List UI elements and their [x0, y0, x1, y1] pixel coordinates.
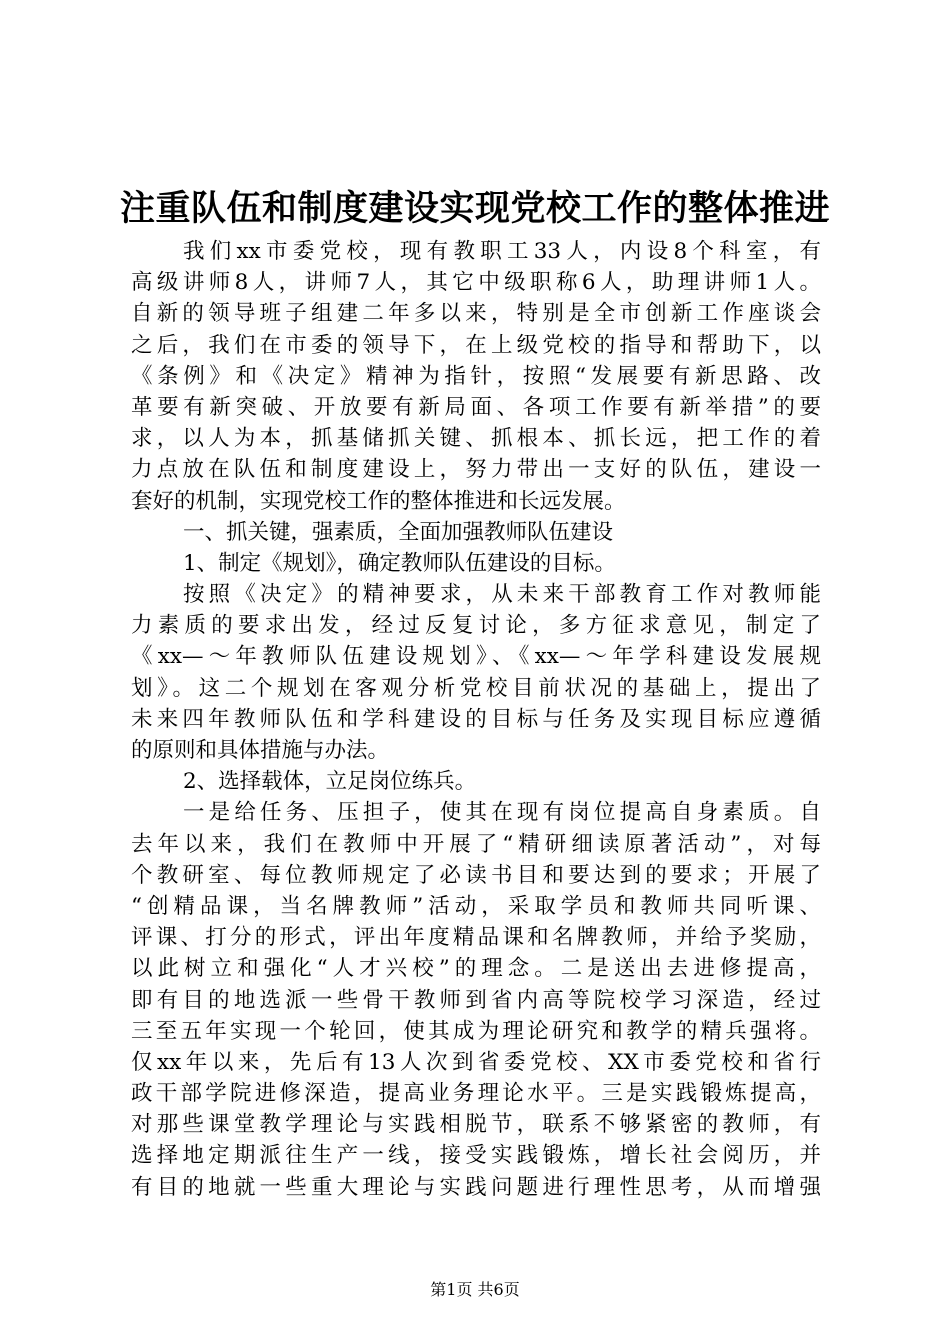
subsection-heading: 2、选择载体，立足岗位练兵。: [183, 769, 477, 795]
body-line: 对那些课堂教学理论与实践相脱节，联系不够紧密的教师，有: [131, 1112, 821, 1138]
document-title: 注重队伍和制度建设实现党校工作的整体推进: [119, 188, 830, 229]
page-footer: 第1页 共6页: [430, 1280, 520, 1299]
body-line: 评课、打分的形式，评出年度精品课和名牌教师，并给予奖励，: [131, 925, 821, 951]
body-line: 一是给任务、压担子，使其在现有岗位提高自身素质。自: [183, 800, 821, 826]
body-line: 即有目的地选派一些骨干教师到省内高等院校学习深造，经过: [131, 987, 821, 1013]
body-line: 的原则和具体措施与办法。: [131, 738, 390, 763]
body-line: “创精品课，当名牌教师”活动，采取学员和教师共同听课、: [131, 893, 821, 919]
body-line: 之后，我们在市委的领导下，在上级党校的指导和帮助下，以: [131, 332, 821, 358]
body-line: 高级讲师8人，讲师7人，其它中级职称6人，助理讲师1人。: [131, 270, 821, 296]
body-line: 仅xx年以来，先后有13人次到省委党校、XX市委党校和省行: [131, 1049, 821, 1075]
section-heading: 一、抓关键，强素质，全面加强教师队伍建设: [183, 519, 614, 545]
subsection-heading: 1、制定《规划》，确定教师队伍建设的目标。: [183, 550, 616, 576]
body-line: 未来四年教师队伍和学科建设的目标与任务及实现目标应遵循: [131, 706, 821, 732]
body-line: 力点放在队伍和制度建设上，努力带出一支好的队伍，建设一: [131, 457, 821, 483]
body-line: 《条例》和《决定》精神为指针，按照“发展要有新思路、改: [131, 363, 821, 389]
body-line: 选择地定期派往生产一线，接受实践锻炼，增长社会阅历，并: [131, 1143, 821, 1169]
body-line: 求，以人为本，抓基储抓关键、抓根本、抓长远，把工作的着: [131, 426, 821, 452]
body-line: 个教研室、每位教师规定了必读书目和要达到的要求；开展了: [131, 862, 821, 888]
body-line: 套好的机制，实现党校工作的整体推进和长远发展。: [131, 488, 626, 514]
body-line: 革要有新突破、开放要有新局面、各项工作要有新举措”的要: [131, 394, 821, 420]
body-line: 有目的地就一些重大理论与实践问题进行理性思考，从而增强: [131, 1174, 821, 1200]
document-body: [131, 236, 821, 1203]
body-line: 力素质的要求出发，经过反复讨论，多方征求意见，制定了: [131, 613, 821, 639]
body-line: 政干部学院进修深造，提高业务理论水平。三是实践锻炼提高，: [131, 1081, 821, 1107]
body-line: 自新的领导班子组建二年多以来，特别是全市创新工作座谈会: [131, 301, 821, 327]
body-line: 划》。这二个规划在客观分析党校目前状况的基础上，提出了: [131, 675, 821, 701]
body-line: 三至五年实现一个轮回，使其成为理论研究和教学的精兵强将。: [131, 1018, 821, 1044]
body-line: 《xx—～年教师队伍建设规划》、《xx—～年学科建设发展规: [131, 644, 821, 670]
body-line: 去年以来，我们在教师中开展了“精研细读原著活动”，对每: [131, 831, 821, 857]
body-line: 按照《决定》的精神要求，从未来干部教育工作对教师能: [183, 582, 821, 608]
body-line: 我们xx市委党校，现有教职工33人，内设8个科室，有: [183, 239, 821, 264]
body-line: 以此树立和强化“人才兴校”的理念。二是送出去进修提高，: [131, 956, 821, 982]
